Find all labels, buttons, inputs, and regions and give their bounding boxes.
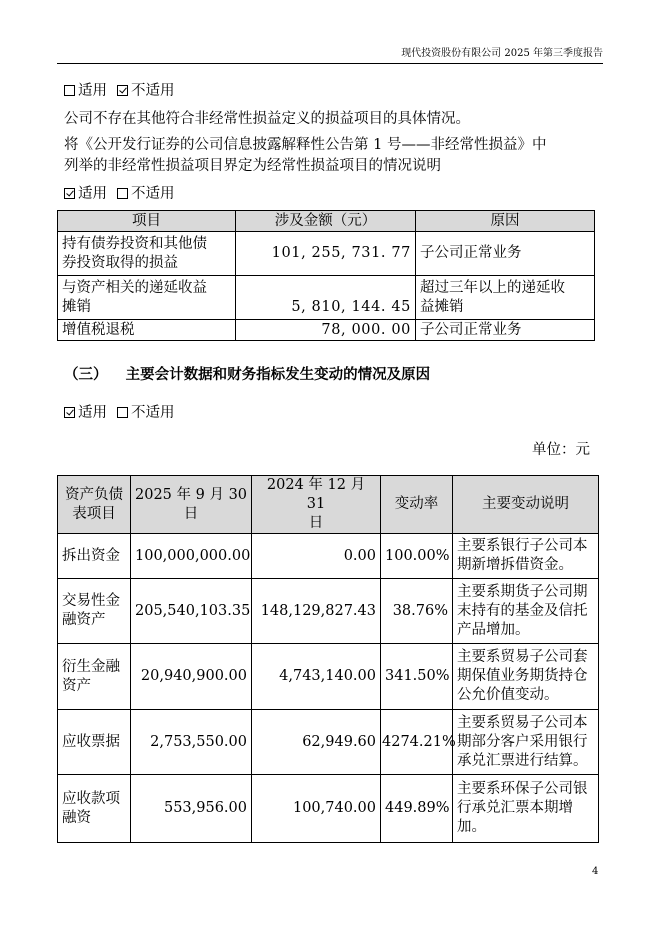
description-cell: 主要系银行子公司本 期新增拆借资金。 (453, 534, 599, 579)
table-row (58, 232, 595, 276)
header-item: 项目 (58, 211, 236, 232)
header-item: 资产负债 表项目 (58, 476, 131, 534)
applicable-checkbox[interactable] (64, 407, 75, 418)
recurring-items-table (57, 210, 595, 341)
reason-cell: 子公司正常业务 (416, 320, 595, 341)
section-heading (64, 366, 430, 384)
change-rate-cell: 449.89% (381, 775, 453, 843)
unit-label: 单位：元 (532, 442, 590, 458)
not-applicable-checkbox[interactable] (117, 407, 128, 418)
prior-value-cell: 62,949.60 (252, 710, 381, 775)
amount-cell: 5, 810, 144. 45 (236, 276, 416, 320)
amount-cell: 78, 000. 00 (236, 320, 416, 341)
item-cell: 应收票据 (58, 710, 131, 775)
report-title: 现代投资股份有限公司 2025 年第三季度报告 (401, 48, 603, 59)
change-rate-cell: 341.50% (381, 644, 453, 710)
change-rate-cell: 38.76% (381, 579, 453, 644)
explanation-line-1: 将《公开发行证券的公司信息披露解释性公告第 1 号——非经常性损益》中 (64, 137, 547, 153)
description-cell: 主要系期货子公司期 末持有的基金及信托 产品增加。 (453, 579, 599, 644)
item-cell: 持有债券投资和其他债 券投资取得的损益 (58, 232, 236, 276)
prior-value-cell: 148,129,827.43 (252, 579, 381, 644)
applicable-checkbox[interactable] (64, 85, 75, 96)
explanation-line-2: 列举的非经常性损益项目界定为经常性损益项目的情况说明 (64, 158, 441, 174)
balance-sheet-changes-table (57, 475, 599, 843)
item-cell: 交易性金 融资产 (58, 579, 131, 644)
description-cell: 主要系贸易子公司套 期保值业务期货持仓 公允价值变动。 (453, 644, 599, 710)
table-header-row (58, 476, 599, 534)
item-cell: 与资产相关的递延收益 摊销 (58, 276, 236, 320)
header-change-rate: 变动率 (381, 476, 453, 534)
applicability-options-3 (64, 404, 175, 422)
change-rate-cell: 100.00% (381, 534, 453, 579)
table-row (58, 775, 599, 843)
description-cell: 主要系贸易子公司本 期部分客户采用银行 承兑汇票进行结算。 (453, 710, 599, 775)
applicable-label: 适用 (78, 186, 107, 202)
table-row (58, 579, 599, 644)
header-amount: 涉及金额（元） (236, 211, 416, 232)
header-reason: 原因 (416, 211, 595, 232)
header-prior-period: 2024 年 12 月 31 日 (252, 476, 381, 534)
section-title: 主要会计数据和财务指标发生变动的情况及原因 (125, 366, 431, 383)
section-number: （三） (64, 366, 108, 383)
current-value-cell: 100,000,000.00 (131, 534, 252, 579)
change-rate-cell: 4274.21% (381, 710, 453, 775)
table-row (58, 276, 595, 320)
applicability-options-1 (64, 82, 175, 100)
current-value-cell: 205,540,103.35 (131, 579, 252, 644)
applicable-checkbox[interactable] (64, 188, 75, 199)
table-row (58, 710, 599, 775)
current-value-cell: 2,753,550.00 (131, 710, 252, 775)
reason-cell: 子公司正常业务 (416, 232, 595, 276)
applicability-options-2 (64, 185, 175, 203)
not-applicable-checkbox[interactable] (117, 188, 128, 199)
table-row (58, 644, 599, 710)
not-applicable-label: 不适用 (131, 83, 175, 99)
header-description: 主要变动说明 (453, 476, 599, 534)
table-row (58, 320, 595, 341)
no-other-items-statement: 公司不存在其他符合非经常性损益定义的损益项目的具体情况。 (64, 111, 470, 127)
item-cell: 拆出资金 (58, 534, 131, 579)
table-header-row (58, 211, 595, 232)
item-cell: 应收款项 融资 (58, 775, 131, 843)
not-applicable-label: 不适用 (131, 405, 175, 421)
applicable-label: 适用 (78, 405, 107, 421)
current-value-cell: 20,940,900.00 (131, 644, 252, 710)
not-applicable-checkbox[interactable] (117, 85, 128, 96)
amount-cell: 101, 255, 731. 77 (236, 232, 416, 276)
table-row (58, 534, 599, 579)
header-current-period: 2025 年 9 月 30 日 (131, 476, 252, 534)
current-value-cell: 553,956.00 (131, 775, 252, 843)
page-number: 4 (592, 866, 599, 877)
prior-value-cell: 4,743,140.00 (252, 644, 381, 710)
item-cell: 衍生金融 资产 (58, 644, 131, 710)
reason-cell: 超过三年以上的递延收 益摊销 (416, 276, 595, 320)
description-cell: 主要系环保子公司银 行承兑汇票本期增 加。 (453, 775, 599, 843)
applicable-label: 适用 (78, 83, 107, 99)
prior-value-cell: 100,740.00 (252, 775, 381, 843)
page-header (57, 47, 603, 64)
prior-value-cell: 0.00 (252, 534, 381, 579)
item-cell: 增值税退税 (58, 320, 236, 341)
not-applicable-label: 不适用 (131, 186, 175, 202)
